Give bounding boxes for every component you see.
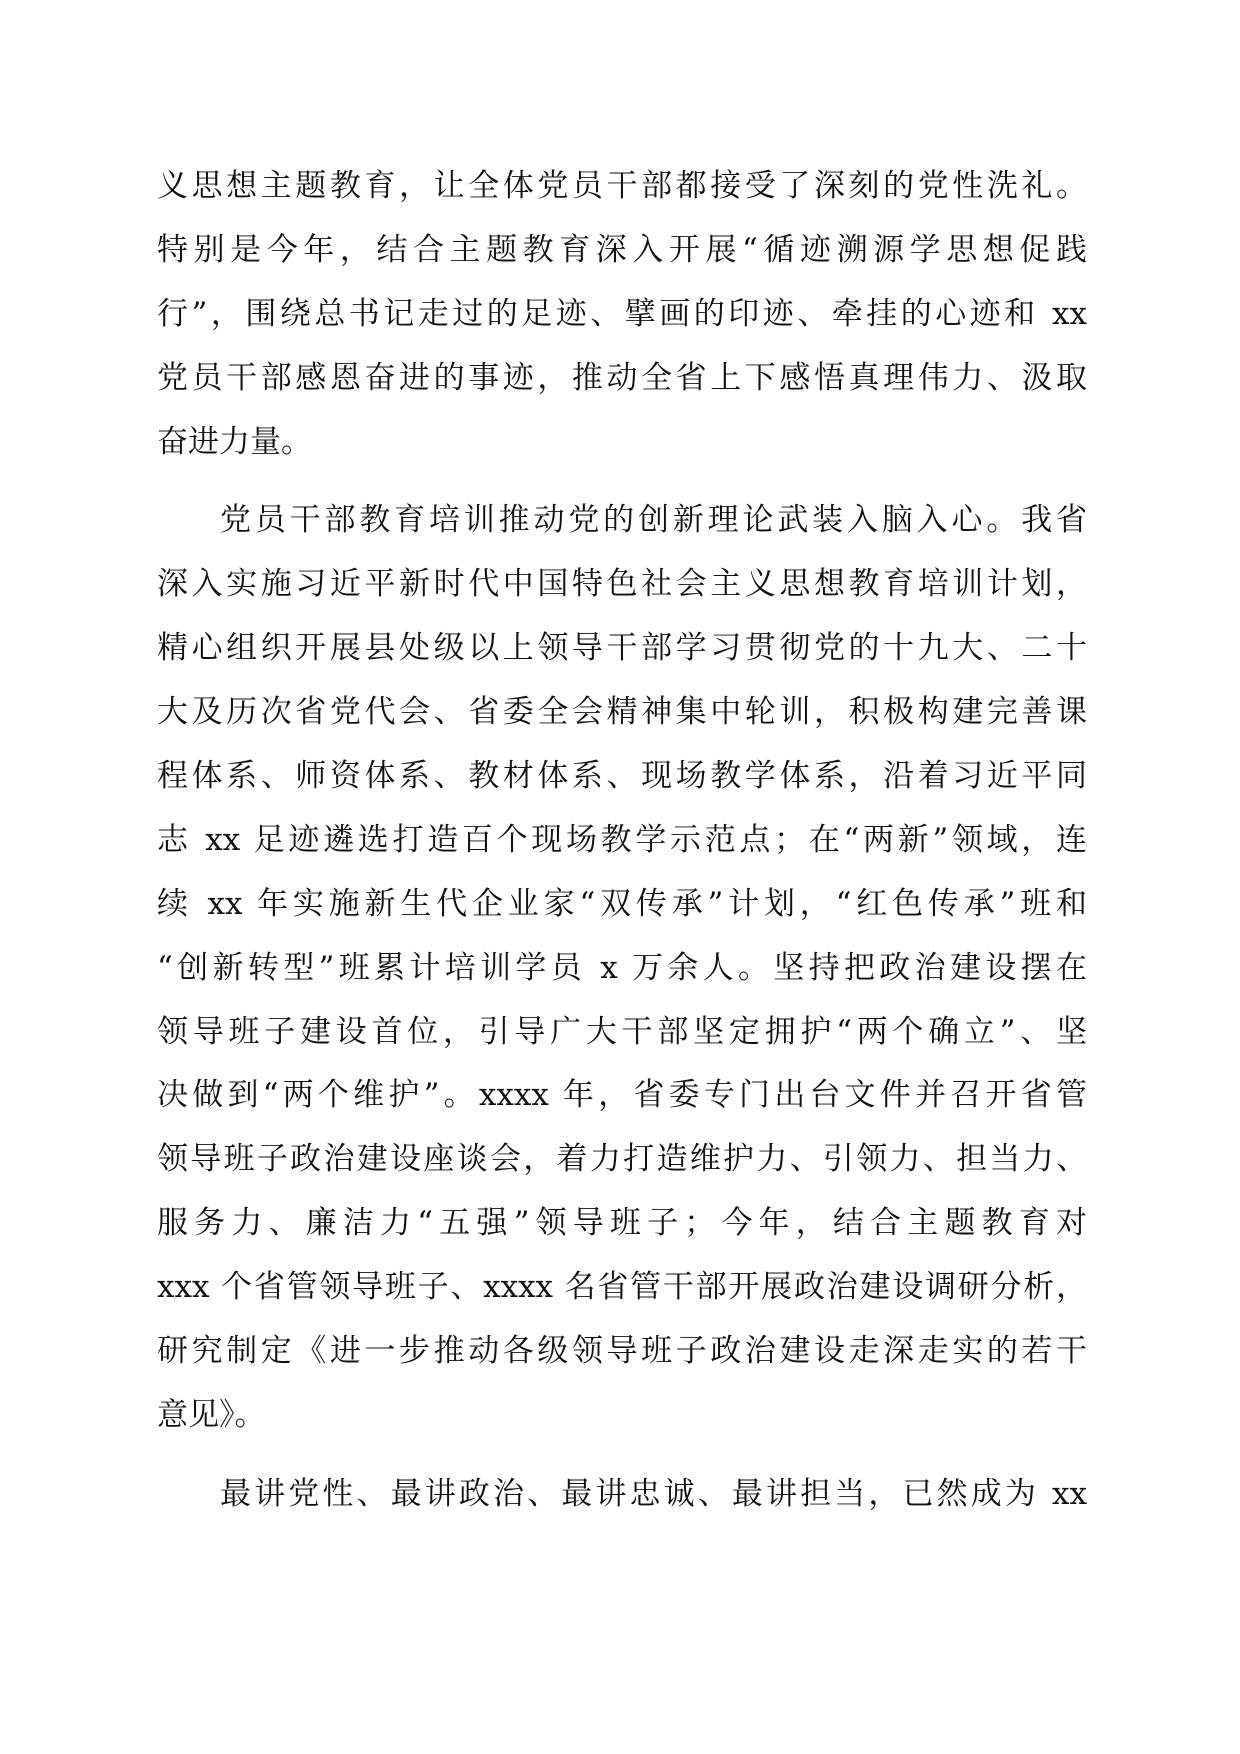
paragraph-line: 研究制定《进一步推动各级领导班子政治建设走深走实的若干	[157, 1333, 1087, 1370]
paragraph-line: 精心组织开展县处级以上领导干部学习贯彻党的十九大、二十	[157, 630, 1087, 667]
paragraph-line: xxx 个省管领导班子、xxxx 名省管干部开展政治建设调研分析，	[157, 1269, 1087, 1306]
paragraph-line: 党员干部教育培训推动党的创新理论武装入脑入心。我省	[220, 502, 1087, 539]
paragraph-gap	[157, 1448, 1087, 1463]
paragraph-2	[157, 489, 1087, 1447]
paragraph-line: 大及历次省党代会、省委全会精神集中轮训，积极构建完善课	[157, 694, 1087, 731]
paragraph-line: 奋进力量。	[157, 423, 312, 460]
paragraph-3	[157, 1463, 1087, 1527]
document-body	[157, 155, 1087, 1527]
paragraph-line: 最讲党性、最讲政治、最讲忠诚、最讲担当，已然成为 xx	[220, 1475, 1087, 1512]
paragraph-line: 深入实施习近平新时代中国特色社会主义思想教育培训计划，	[157, 566, 1087, 603]
paragraph-line: “创新转型”班累计培训学员 x 万余人。坚持把政治建设摆在	[157, 949, 1087, 986]
paragraph-line: 决做到“两个维护”。xxxx 年，省委专门出台文件并召开省管	[157, 1077, 1087, 1114]
paragraph-line: 领导班子建设首位，引导广大干部坚定拥护“两个确立”、坚	[157, 1013, 1087, 1050]
paragraph-line: 义思想主题教育，让全体党员干部都接受了深刻的党性洗礼。	[157, 168, 1087, 204]
paragraph-line: 领导班子政治建设座谈会，着力打造维护力、引领力、担当力、	[157, 1141, 1087, 1178]
paragraph-line: 服务力、廉洁力“五强”领导班子；今年，结合主题教育对	[157, 1205, 1087, 1242]
paragraph-line: 意见》。	[157, 1396, 266, 1433]
paragraph-gap	[157, 474, 1087, 489]
paragraph-line: 续 xx 年实施新生代企业家“双传承”计划，“红色传承”班和	[157, 885, 1087, 922]
paragraph-line: 特别是今年，结合主题教育深入开展“循迹溯源学思想促践	[157, 231, 1087, 268]
paragraph-line: 志 xx 足迹遴选打造百个现场教学示范点；在“两新”领域，连	[157, 821, 1087, 858]
paragraph-line: 党员干部感恩奋进的事迹，推动全省上下感悟真理伟力、汲取	[157, 359, 1087, 396]
paragraph-line: 程体系、师资体系、教材体系、现场教学体系，沿着习近平同	[157, 758, 1087, 795]
paragraph-line: 行”，围绕总书记走过的足迹、擘画的印迹、牵挂的心迹和 xx	[157, 295, 1087, 332]
paragraph-1	[157, 155, 1087, 474]
